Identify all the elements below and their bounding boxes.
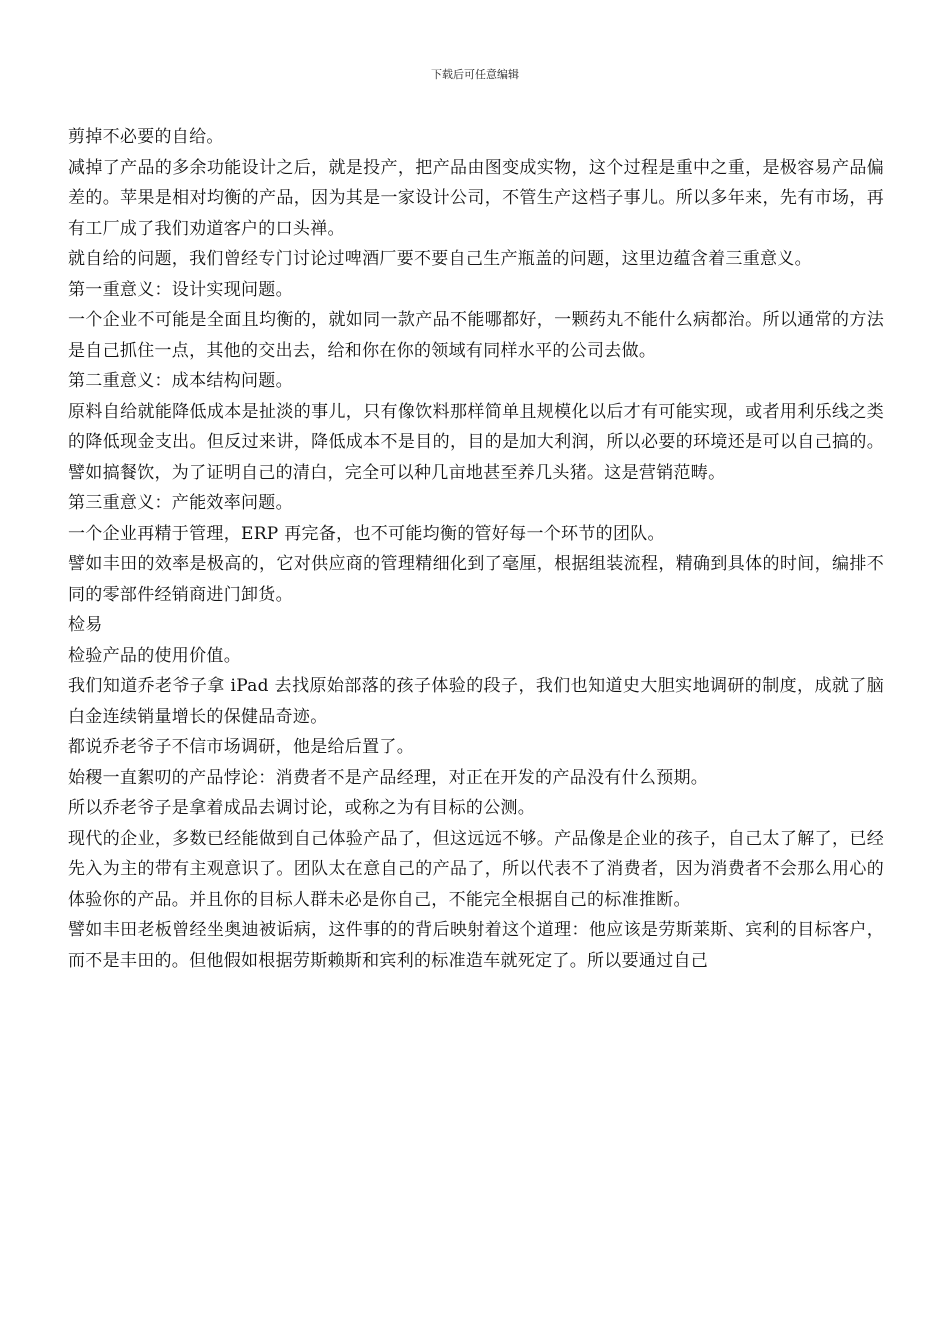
paragraph: 减掉了产品的多余功能设计之后，就是投产，把产品由图变成实物，这个过程是重中之重，是极容易产品偏差的。苹果是相对均衡的产品，因为其是一家设计公司，不管生产这档子事儿。所以多年来，先有市场，再有工厂成了我们劝道客户的口头禅。 (68, 157, 884, 239)
paragraph-heading-cut-self-supply: 剪掉不必要的自给。 (68, 127, 224, 147)
paragraph: 我们知道乔老爷子拿 iPad 去找原始部落的孩子体验的段子，我们也知道史大胆实地调研的制度，成就了脑白金连续销量增长的保健品奇迹。 (68, 676, 884, 727)
paragraph: 始稷一直絮叨的产品悖论：消费者不是产品经理，对正在开发的产品没有什么预期。 (68, 767, 709, 788)
document-body (68, 122, 884, 976)
paragraph: 就自给的问题，我们曾经专门讨论过啤酒厂要不要自己生产瓶盖的问题，这里边蕴含着三重意义。 (68, 249, 812, 269)
paragraph: 所以乔老爷子是拿着成品去调讨论，或称之为有目标的公测。 (68, 798, 536, 818)
paragraph: 譬如丰田老板曾经坐奥迪被诟病，这件事的的背后映射着这个道理：他应该是劳斯莱斯、宾利的目标客户，而不是丰田的。但他假如根据劳斯赖斯和宾利的标准造车就死定了。所以要通过自己 (68, 920, 884, 971)
paragraph: 一个企业不可能是全面且均衡的，就如同一款产品不能哪都好，一颗药丸不能什么病都治。所以通常的方法是自己抓住一点，其他的交出去，给和你在你的领域有同样水平的公司去做。 (68, 310, 884, 361)
paragraph: 原料自给就能降低成本是扯淡的事儿，只有像饮料那样简单且规模化以后才有可能实现，或者用利乐线之类的降低现金支出。但反过来讲，降低成本不是目的，目的是加大利润，所以必要的环境还是可以自己搞的。譬如搞餐饮，为了证明自己的清白，完全可以种几亩地甚至养几头猪。这是营销范畴。 (68, 401, 884, 483)
paragraph: 一个企业再精于管理，ERP 再完备，也不可能均衡的管好每一个环节的团队。 (68, 523, 665, 544)
paragraph-subheading: 第二重意义：成本结构问题。 (68, 371, 293, 391)
paragraph: 现代的企业，多数已经能做到自己体验产品了，但这远远不够。产品像是企业的孩子，自己太了解了，已经先入为主的带有主观意识了。团队太在意自己的产品了，所以代表不了消费者，因为消费者不会那么用心的体验你的产品。并且你的目标人群未必是你自己，不能完全根据自己的标准推断。 (68, 828, 884, 910)
section-heading: 检易 (68, 615, 103, 635)
paragraph-subheading: 第三重意义：产能效率问题。 (68, 493, 293, 513)
paragraph: 都说乔老爷子不信市场调研，他是给后置了。 (68, 737, 414, 757)
paragraph: 譬如丰田的效率是极高的，它对供应商的管理精细化到了毫厘，根据组装流程，精确到具体的时间，编排不同的零部件经销商进门卸货。 (68, 554, 884, 605)
paragraph: 检验产品的使用价值。 (68, 645, 241, 666)
paragraph-subheading: 第一重意义：设计实现问题。 (68, 279, 293, 300)
page-header: 下载后可任意编辑 (431, 68, 519, 81)
